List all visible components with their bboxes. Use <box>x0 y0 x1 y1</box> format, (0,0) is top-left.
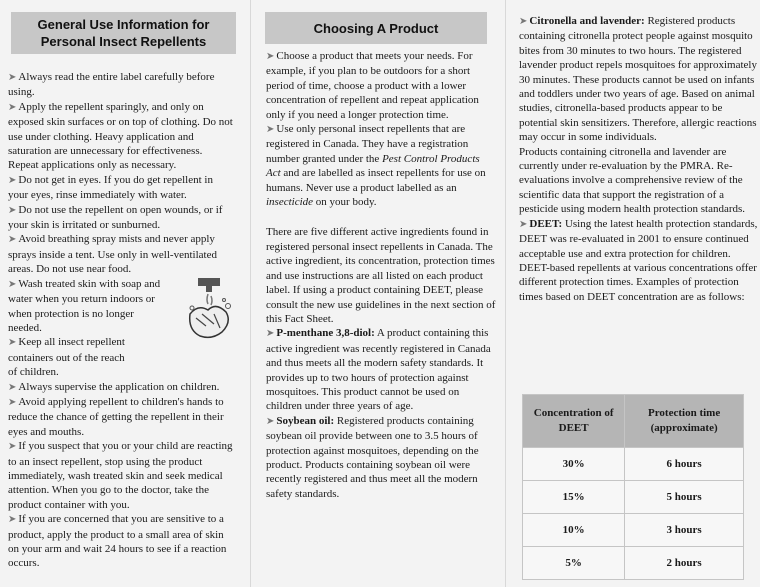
column-ingredients <box>505 0 760 587</box>
arrow-bullet-icon: ➤ <box>266 51 275 62</box>
list-item: ➤ Do not get in eyes. If you do get repellent in your eyes, rinse immediately with water. <box>8 173 213 202</box>
arrow-bullet-icon: ➤ <box>8 101 17 113</box>
arrow-bullet-icon: ➤ <box>519 16 528 27</box>
column-choosing-product <box>250 0 506 587</box>
paragraph: ➤ Citronella and lavender: Registered products containing citronella protect people against mosquito bites from 30 minutes to two hours. The registered lavender product repels mosquitoes for approximately 30 minutes. These products cannot be used on infants and toddlers under two years of age. Based on animal studies, citronella-based products appear to be potential skin sensitizers. Therefore, allergic reactions may occur in some individuals. <box>519 15 757 144</box>
table-row <box>523 448 744 481</box>
arrow-bullet-icon: ➤ <box>8 234 17 246</box>
section-heading: General Use Information for Personal Insect Repellents <box>11 12 236 54</box>
paragraph: Products containing citronella and lavender are currently under re-evaluation by the PMRA. Re-evaluations involve a comprehensive review of the scientific data that support the registration of a pesticide using modern health protection standards. <box>519 145 746 216</box>
arrow-bullet-icon: ➤ <box>8 72 17 83</box>
list-item: ➤ Avoid breathing spray mists and never apply sprays inside a tent. Use only in well-ventilated areas. Do not use near food. <box>8 233 217 276</box>
table-header: Concentration of DEET <box>523 395 625 448</box>
arrow-bullet-icon: ➤ <box>8 278 17 290</box>
deet-table <box>522 394 744 580</box>
arrow-bullet-icon: ➤ <box>8 514 17 526</box>
table-cell: 15% <box>523 481 625 514</box>
arrow-bullet-icon: ➤ <box>8 396 17 408</box>
hand-washing-icon <box>180 274 240 340</box>
paragraph: ➤ Choose a product that meets your needs. For example, if you plan to be outdoors for a short period of time, choose a product with a lower concentration of repellent and repeat application only if you need a longer protection time. <box>266 50 479 121</box>
list-item: ➤ Always supervise the application on children. <box>8 380 220 393</box>
table-row <box>523 547 744 580</box>
table-row <box>523 514 744 547</box>
choosing-product-text <box>266 49 496 501</box>
list-item: ➤ Do not use the repellent on open wounds, or if your skin is irritated or sunburned. <box>8 203 223 232</box>
paragraph: There are five different active ingredients found in registered personal insect repellents in Canada. The active ingredient, its concentration, protection times and use instructions are all listed on each product label. If using a product containing DEET, please consult the new use guidelines in the next section of this Fact Sheet. <box>266 226 496 325</box>
list-item: ➤ Apply the repellent sparingly, and only on exposed skin surfaces or on top of clothing. Do not use under clothing. Heavy application and saturation are unnecessary for effectiveness. Repeat applications only as necessary. <box>8 100 233 172</box>
list-item: ➤ If you suspect that you or your child are reacting to an insect repellent, stop using the product immediately, wash treated skin and seek medical attention. When you go to the doctor, take the product container with you. <box>8 440 233 511</box>
paragraph: ➤ DEET: Using the latest health protection standards, DEET was re-evaluated in 2001 to ensure continued acceptable use and extra protection for children. DEET-based repellents at various concentrations offer different protection times. Examples of protection times based on DEET concentration are as follows: <box>519 217 758 303</box>
arrow-bullet-icon: ➤ <box>8 441 17 453</box>
arrow-bullet-icon: ➤ <box>8 337 17 349</box>
arrow-bullet-icon: ➤ <box>266 415 275 427</box>
arrow-bullet-icon: ➤ <box>519 218 528 230</box>
paragraph: ➤ Use only personal insect repellents that are registered in Canada. They have a registration number granted under the Pest Control Products Act and are labelled as insect repellents for use on humans. Never use a product labelled as an insecticide on your body. <box>266 123 486 209</box>
arrow-bullet-icon: ➤ <box>8 381 17 393</box>
list-item: ➤ If you are concerned that you are sensitive to a product, apply the product to a small area of skin on your arm and wait 24 hours to see if a reaction occurs. <box>8 513 227 570</box>
section-heading: Choosing A Product <box>265 12 487 44</box>
column-general-use <box>0 0 250 587</box>
table-cell: 5% <box>523 547 625 580</box>
list-item: ➤ Always read the entire label carefully before using. <box>8 71 215 99</box>
table-cell: 2 hours <box>625 547 744 580</box>
list-item: ➤ Avoid applying repellent to children's hands to reduce the chance of getting the repellent in their eyes and mouths. <box>8 395 224 438</box>
arrow-bullet-icon: ➤ <box>266 328 275 340</box>
list-item: ➤ Keep all insect repellent containers out of the reach of children. <box>8 336 125 379</box>
arrow-bullet-icon: ➤ <box>266 124 275 136</box>
table-header-row <box>523 395 744 448</box>
table-row <box>523 481 744 514</box>
paragraph: ➤ Soybean oil: Registered products containing soybean oil provide between one to 3.5 hours of protection against mosquitoes, depending on the product. Products containing soybean oil were recently registered and thus meet all the modern safety standards. <box>266 414 479 500</box>
paragraph: ➤ P-menthane 3,8-diol: A product containing this active ingredient was recently registered in Canada and thus meets all the modern safety standards. It provides up to two hours of protection against mosquitoes. This product cannot be used on children under three years of age. <box>266 327 491 413</box>
table-cell: 3 hours <box>625 514 744 547</box>
table-cell: 10% <box>523 514 625 547</box>
arrow-bullet-icon: ➤ <box>8 174 17 186</box>
arrow-bullet-icon: ➤ <box>8 204 17 216</box>
table-header: Protection time (approximate) <box>625 395 744 448</box>
table-cell: 5 hours <box>625 481 744 514</box>
table-cell: 6 hours <box>625 448 744 481</box>
table-cell: 30% <box>523 448 625 481</box>
ingredients-text <box>519 14 759 304</box>
list-item: ➤ Wash treated skin with soap and water when you return indoors or when protection is no longer needed. <box>8 277 161 334</box>
